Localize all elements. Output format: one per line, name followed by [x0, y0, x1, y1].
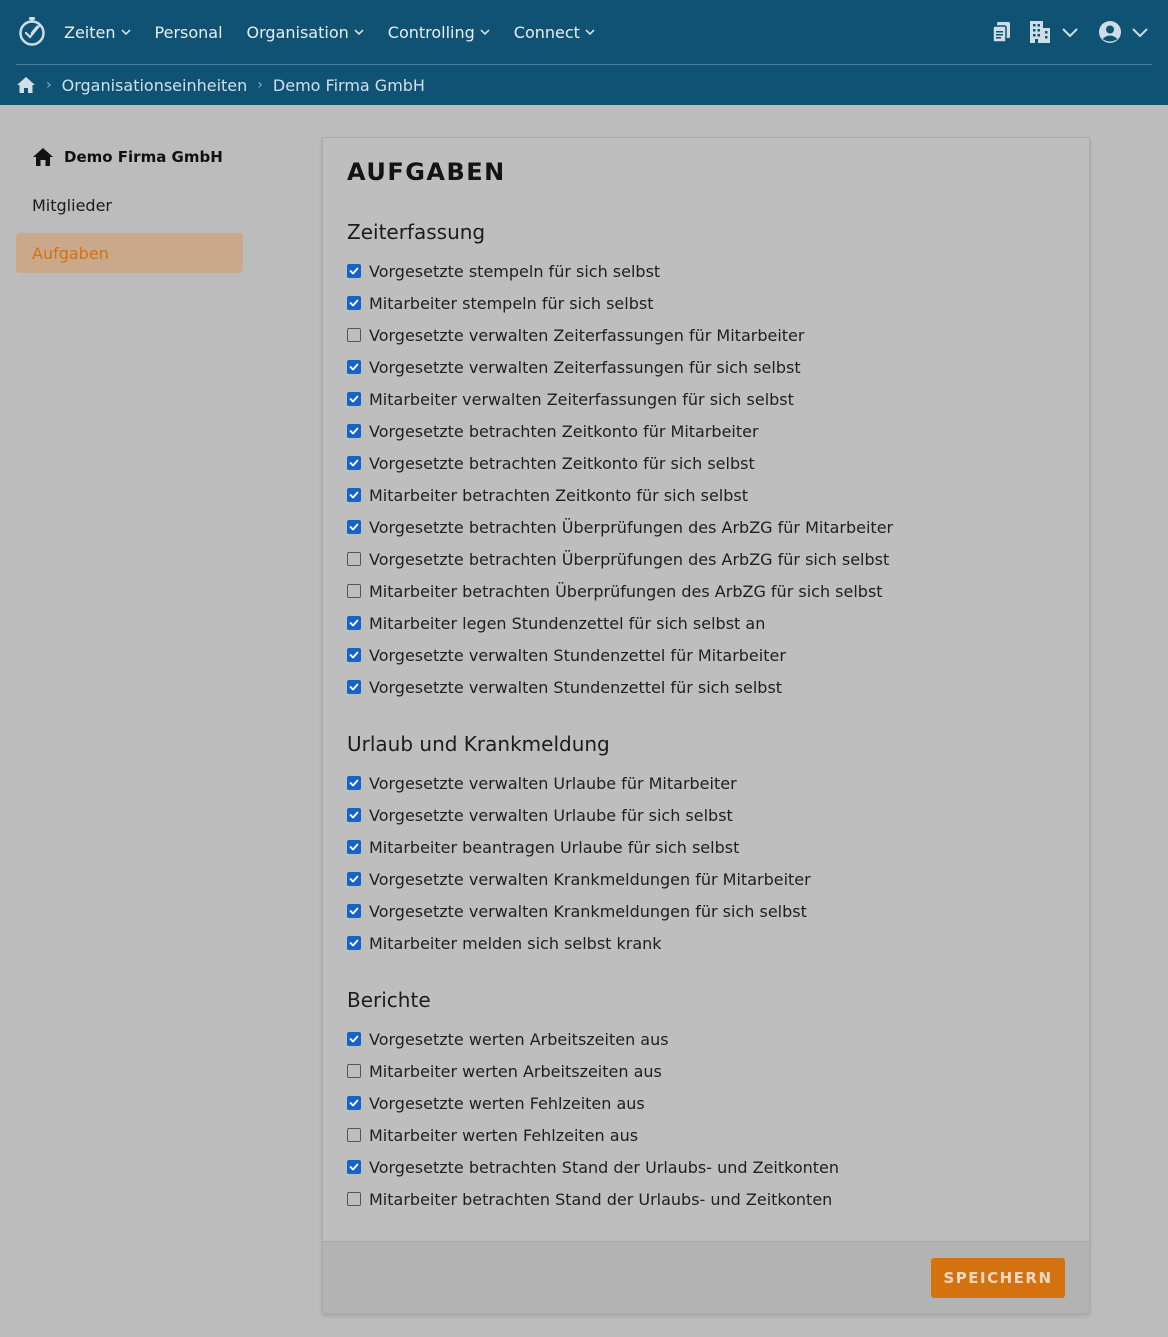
check-icon	[349, 362, 359, 372]
chevron-down-icon	[1058, 20, 1082, 44]
checkbox-label: Vorgesetzte verwalten Zeiterfassungen für Mitarbeiter	[369, 325, 805, 345]
sidebar-item-label: Aufgaben	[32, 243, 109, 263]
check-icon	[349, 1162, 359, 1172]
checkbox-checked[interactable]	[347, 840, 361, 854]
check-icon	[349, 490, 359, 500]
checkbox-checked[interactable]	[347, 456, 361, 470]
checkbox-label: Mitarbeiter verwalten Zeiterfassungen für sich selbst	[369, 389, 794, 409]
tasks-panel	[322, 137, 1090, 1314]
checkbox-row[interactable]	[347, 479, 893, 511]
home-icon	[32, 147, 54, 167]
check-icon	[349, 426, 359, 436]
checkbox-row[interactable]	[347, 1119, 839, 1151]
checkbox-unchecked[interactable]	[347, 1192, 361, 1206]
chevron-down-icon	[480, 27, 490, 37]
chevron-down-icon	[1128, 20, 1152, 44]
nav-item-organisation[interactable]	[247, 23, 364, 42]
chevron-down-icon	[121, 27, 131, 37]
check-icon	[349, 394, 359, 404]
chevron-down-icon	[354, 27, 364, 37]
check-icon	[349, 1034, 359, 1044]
checkbox-row[interactable]	[347, 319, 893, 351]
header-divider	[16, 64, 1152, 65]
check-icon	[349, 842, 359, 852]
check-icon	[349, 810, 359, 820]
sidebar-item-aufgaben[interactable]	[16, 233, 243, 273]
nav-label: Controlling	[387, 22, 475, 42]
checkbox-label: Vorgesetzte betrachten Zeitkonto für sich selbst	[369, 453, 755, 473]
checkbox-label: Vorgesetzte verwalten Krankmeldungen für Mitarbeiter	[369, 869, 811, 889]
check-icon	[349, 522, 359, 532]
checkbox-unchecked[interactable]	[347, 584, 361, 598]
sidebar	[16, 137, 243, 273]
check-icon	[349, 682, 359, 692]
breadcrumb	[16, 66, 425, 104]
checkbox-checked[interactable]	[347, 616, 361, 630]
chevron-right-icon: ›	[46, 77, 52, 93]
checkbox-checked[interactable]	[347, 488, 361, 502]
checkbox-row[interactable]	[347, 831, 811, 863]
user-avatar-icon	[1098, 20, 1122, 44]
nav-label: Connect	[513, 22, 580, 42]
checkbox-label: Mitarbeiter betrachten Überprüfungen des ArbZG für sich selbst	[369, 581, 883, 601]
checkbox-row[interactable]	[347, 607, 893, 639]
checkbox-checked[interactable]	[347, 264, 361, 278]
checkbox-row[interactable]	[347, 511, 893, 543]
checkbox-unchecked[interactable]	[347, 1128, 361, 1142]
checkbox-row[interactable]	[347, 767, 811, 799]
checkbox-row[interactable]	[347, 1087, 839, 1119]
check-icon	[349, 618, 359, 628]
check-icon	[349, 1098, 359, 1108]
checkbox-row[interactable]	[347, 799, 811, 831]
check-icon	[349, 906, 359, 916]
checkbox-checked[interactable]	[347, 1096, 361, 1110]
header-actions	[976, 14, 1152, 50]
app-logo-icon[interactable]	[16, 14, 48, 48]
checkbox-row[interactable]	[347, 895, 811, 927]
checkbox-label: Mitarbeiter betrachten Zeitkonto für sich selbst	[369, 485, 748, 505]
user-menu[interactable]	[1098, 20, 1152, 44]
checkbox-row[interactable]	[347, 927, 811, 959]
checkbox-row[interactable]	[347, 1055, 839, 1087]
checkbox-label: Vorgesetzte verwalten Zeiterfassungen für sich selbst	[369, 357, 801, 377]
section-title-berichte: Berichte	[347, 988, 431, 1012]
check-icon	[349, 266, 359, 276]
checkbox-checked[interactable]	[347, 1032, 361, 1046]
chevron-right-icon: ›	[257, 77, 263, 93]
checkbox-row[interactable]	[347, 1023, 839, 1055]
checkbox-unchecked[interactable]	[347, 328, 361, 342]
checkbox-list-zeiterfassung	[347, 255, 893, 703]
checkbox-checked[interactable]	[347, 424, 361, 438]
main-nav	[64, 0, 619, 64]
checkbox-unchecked[interactable]	[347, 552, 361, 566]
checkbox-label: Vorgesetzte verwalten Stundenzettel für sich selbst	[369, 677, 783, 697]
checkbox-checked[interactable]	[347, 520, 361, 534]
chevron-down-icon	[585, 27, 595, 37]
checkbox-row[interactable]	[347, 1183, 839, 1215]
top-navigation-bar	[0, 0, 1168, 105]
nav-label: Organisation	[246, 22, 349, 42]
nav-item-controlling[interactable]	[388, 23, 490, 42]
panel-footer	[323, 1241, 1089, 1313]
section-title-zeiterfassung: Zeiterfassung	[347, 220, 486, 244]
checkbox-row[interactable]	[347, 639, 893, 671]
checkbox-label: Vorgesetzte stempeln für sich selbst	[369, 261, 661, 281]
checkbox-checked[interactable]	[347, 648, 361, 662]
breadcrumb-item[interactable]: Organisationseinheiten	[61, 75, 248, 95]
sidebar-item-mitglieder[interactable]	[16, 185, 243, 225]
checkbox-label: Vorgesetzte verwalten Urlaube für Mitarbeiter	[369, 773, 737, 793]
checkbox-checked[interactable]	[347, 872, 361, 886]
nav-item-connect[interactable]	[514, 23, 595, 42]
checkbox-row[interactable]	[347, 543, 893, 575]
checkbox-list-urlaub	[347, 767, 811, 959]
checkbox-label: Mitarbeiter werten Fehlzeiten aus	[369, 1125, 639, 1145]
checkbox-label: Vorgesetzte verwalten Stundenzettel für Mitarbeiter	[369, 645, 786, 665]
nav-item-personal[interactable]	[155, 23, 223, 42]
checkbox-checked[interactable]	[347, 360, 361, 374]
sidebar-title	[16, 137, 243, 177]
clipboard-icon	[992, 21, 1012, 43]
checkbox-row[interactable]	[347, 1151, 839, 1183]
check-icon	[349, 458, 359, 468]
checkbox-checked[interactable]	[347, 776, 361, 790]
checkbox-checked[interactable]	[347, 392, 361, 406]
checkbox-row[interactable]	[347, 383, 893, 415]
checkbox-label: Mitarbeiter werten Arbeitszeiten aus	[369, 1061, 662, 1081]
checkbox-list-berichte	[347, 1023, 839, 1215]
checkbox-checked[interactable]	[347, 936, 361, 950]
checkbox-row[interactable]	[347, 255, 893, 287]
checkbox-label: Vorgesetzte verwalten Urlaube für sich selbst	[369, 805, 733, 825]
organisation-switcher[interactable]	[1028, 20, 1082, 44]
check-icon	[349, 778, 359, 788]
section-title-urlaub: Urlaub und Krankmeldung	[347, 732, 610, 756]
breadcrumb-item[interactable]: Demo Firma GmbH	[272, 75, 425, 95]
sidebar-item-label: Mitglieder	[32, 195, 112, 215]
checkbox-label: Mitarbeiter melden sich selbst krank	[369, 933, 662, 953]
checkbox-checked[interactable]	[347, 680, 361, 694]
checkbox-row[interactable]	[347, 351, 893, 383]
checkbox-checked[interactable]	[347, 808, 361, 822]
checkbox-row[interactable]	[347, 671, 893, 703]
check-icon	[349, 650, 359, 660]
home-icon[interactable]	[16, 76, 36, 94]
checkbox-row[interactable]	[347, 863, 811, 895]
checkbox-label: Vorgesetzte werten Fehlzeiten aus	[369, 1093, 645, 1113]
nav-label: Personal	[154, 22, 223, 42]
checkbox-unchecked[interactable]	[347, 1064, 361, 1078]
checkbox-label: Mitarbeiter legen Stundenzettel für sich selbst an	[369, 613, 766, 633]
check-icon	[349, 874, 359, 884]
checkbox-checked[interactable]	[347, 904, 361, 918]
nav-label: Zeiten	[64, 22, 116, 42]
clipboard-button[interactable]	[992, 21, 1012, 43]
check-icon	[349, 938, 359, 948]
sidebar-title-label: Demo Firma GmbH	[64, 148, 223, 166]
checkbox-label: Vorgesetzte betrachten Zeitkonto für Mitarbeiter	[369, 421, 759, 441]
save-button[interactable]: SPEICHERN	[931, 1258, 1065, 1298]
building-icon	[1028, 20, 1052, 44]
page-title: AUFGABEN	[347, 158, 506, 186]
checkbox-checked[interactable]	[347, 296, 361, 310]
nav-item-zeiten[interactable]	[64, 23, 131, 42]
checkbox-label: Vorgesetzte betrachten Überprüfungen des ArbZG für Mitarbeiter	[369, 517, 894, 537]
checkbox-row[interactable]	[347, 575, 893, 607]
checkbox-row[interactable]	[347, 447, 893, 479]
checkbox-row[interactable]	[347, 415, 893, 447]
checkbox-label: Mitarbeiter betrachten Stand der Urlaubs- und Zeitkonten	[369, 1189, 833, 1209]
checkbox-label: Vorgesetzte betrachten Überprüfungen des ArbZG für sich selbst	[369, 549, 890, 569]
checkbox-label: Mitarbeiter beantragen Urlaube für sich selbst	[369, 837, 740, 857]
checkbox-row[interactable]	[347, 287, 893, 319]
checkbox-label: Vorgesetzte verwalten Krankmeldungen für sich selbst	[369, 901, 807, 921]
check-icon	[349, 298, 359, 308]
checkbox-label: Mitarbeiter stempeln für sich selbst	[369, 293, 654, 313]
checkbox-checked[interactable]	[347, 1160, 361, 1174]
checkbox-label: Vorgesetzte werten Arbeitszeiten aus	[369, 1029, 669, 1049]
checkbox-label: Vorgesetzte betrachten Stand der Urlaubs- und Zeitkonten	[369, 1157, 840, 1177]
